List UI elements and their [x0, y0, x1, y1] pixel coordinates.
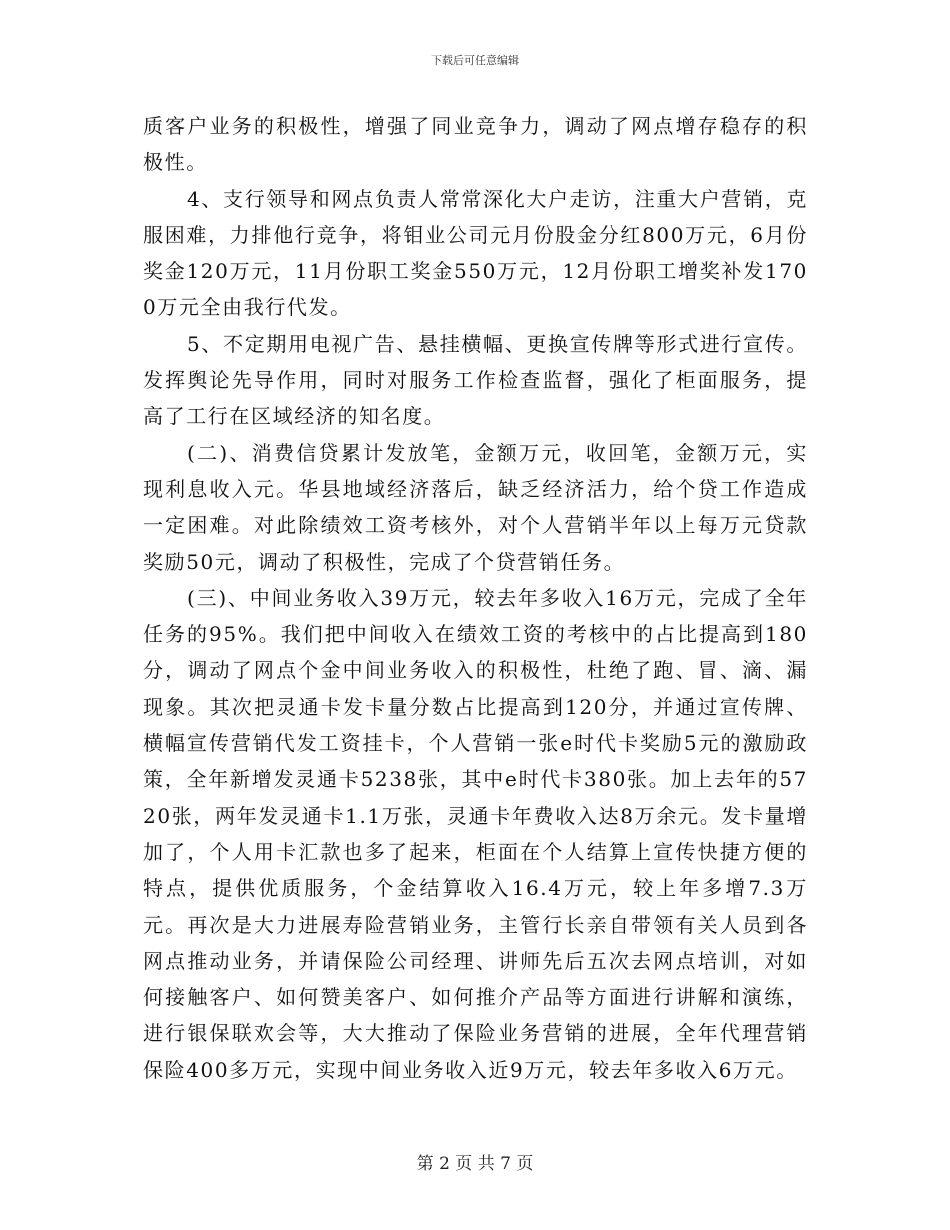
paragraph-item-5: 5、不定期用电视广告、悬挂横幅、更换宣传牌等形式进行宣传。发挥舆论先导作用，同时对服务工作检查监督，强化了柜面服务，提高了工行在区域经济的知名度。 [143, 331, 808, 429]
document-body [143, 108, 808, 1088]
page-header: 下载后可任意编辑 [431, 54, 519, 67]
paragraph-intermediate-business: (三)、中间业务收入39万元，较去年多收入16万元，完成了全年任务的95%。我们把中间收入在绩效工资的考核中的占比提高到180分，调动了网点个金中间业务收入的积极性，杜绝了跑、冒、滴、漏现象。其次把灵通卡发卡量分数占比提高到120分，并通过宣传牌、横幅宣传营销代发工资挂卡，个人营销一张e时代卡奖励5元的激励政策，全年新增发灵通卡5238张，其中e时代卡380张。加上去年的5720张，两年发灵通卡1.1万张，灵通卡年费收入达8万余元。发卡量增加了，个人用卡汇款也多了起来，柜面在个人结算上宣传快捷方便的特点，提供优质服务，个金结算收入16.4万元，较上年多增7.3万元。再次是大力进展寿险营销业务，主管行长亲自带领有关人员到各网点推动业务，并请保险公司经理、讲师先后五次去网点培训，对如何接触客户、如何赞美客户、如何推介产品等方面进行讲解和演练，进行银保联欢会等，大大推动了保险业务营销的进展，全年代理营销保险400多万元，实现中间业务收入近9万元，较去年多收入6万元。 [143, 585, 808, 1082]
paragraph-continued: 质客户业务的积极性，增强了同业竞争力，调动了网点增存稳存的积极性。 [143, 114, 808, 175]
paragraph-consumer-credit: (二)、消费信贷累计发放笔，金额万元，收回笔，金额万元，实现利息收入元。华县地域经济落后，缺乏经济活力，给个贷工作造成一定困难。对此除绩效工资考核外，对个人营销半年以上每万元贷款奖励50元，调动了积极性，完成了个贷营销任务。 [143, 440, 808, 574]
paragraph-item-4: 4、支行领导和网点负责人常常深化大户走访，注重大户营销，克服困难，力排他行竞争，将钼业公司元月份股金分红800万元，6月份奖金120万元，11月份职工奖金550万元，12月份职工增奖补发1700万元全由我行代发。 [143, 186, 808, 320]
page-number: 第 2 页 共 7 页 [416, 1154, 534, 1174]
